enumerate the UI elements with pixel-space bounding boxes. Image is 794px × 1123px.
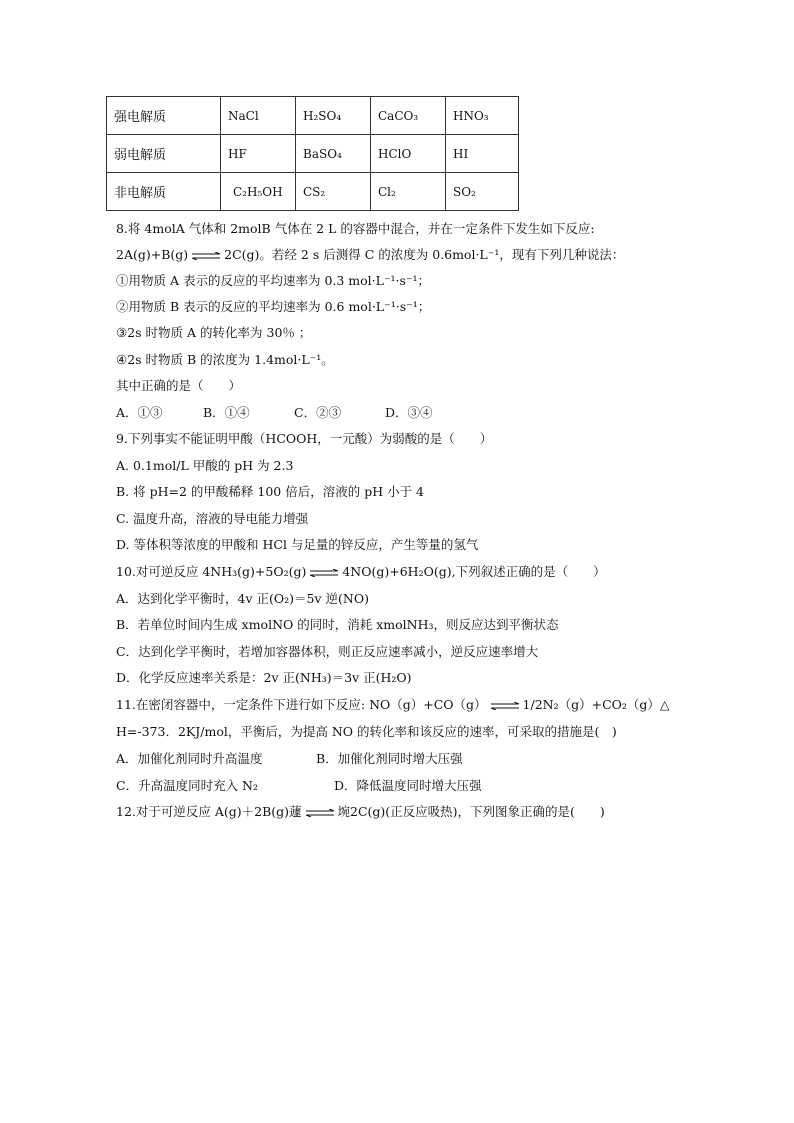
q11-option-b: B．加催化剂同时增大压强 bbox=[316, 751, 463, 766]
q11-options-row-1 bbox=[116, 750, 463, 768]
q11-stem-continued: H=-373．2KJ/mol，平衡后，为提高 NO 的转化率和该反应的速率，可采取的措施是( ) bbox=[116, 724, 617, 739]
table-cell: CS₂ bbox=[296, 173, 371, 211]
table-cell: HF bbox=[221, 135, 296, 173]
table-cell: HClO bbox=[371, 135, 446, 173]
q9-stem: 9.下列事实不能证明甲酸（HCOOH，一元酸）为弱酸的是（ ） bbox=[116, 431, 493, 446]
q8-statement-1: ①用物质 A 表示的反应的平均速率为 0.3 mol·L⁻¹·s⁻¹； bbox=[116, 273, 431, 288]
q9-option-a: A. 0.1mol/L 甲酸的 pH 为 2.3 bbox=[116, 458, 294, 473]
table-cell: 非电解质 bbox=[107, 173, 221, 211]
q10-option-b: B．若单位时间内生成 xmolNO 的同时，消耗 xmolNH₃，则反应达到平衡状态 bbox=[116, 617, 559, 632]
q8-option-b: B．①④ bbox=[203, 405, 250, 420]
q11-stem bbox=[116, 696, 670, 714]
table-cell: BaSO₄ bbox=[296, 135, 371, 173]
q8-stem: 8.将 4molA 气体和 2molB 气体在 2 L 的容器中混合，并在一定条件下发生如下反应: bbox=[116, 221, 595, 236]
equilibrium-arrow-icon bbox=[305, 809, 335, 817]
q8-equation bbox=[116, 246, 624, 264]
q8-options bbox=[116, 404, 433, 422]
equilibrium-arrow-icon bbox=[191, 252, 221, 260]
q9-option-d: D. 等体积等浓度的甲酸和 HCl 与足量的锌反应，产生等量的氢气 bbox=[116, 537, 479, 552]
q12-stem bbox=[116, 803, 605, 821]
electrolyte-table bbox=[106, 96, 519, 211]
q10-stem-left: 10.对可逆反应 4NH₃(g)+5O₂(g) bbox=[116, 564, 307, 579]
q10-option-c: C．达到化学平衡时，若增加容器体积，则正反应速率减小，逆反应速率增大 bbox=[116, 644, 539, 659]
q10-stem bbox=[116, 563, 606, 581]
table-cell: NaCl bbox=[221, 97, 296, 135]
table-cell: C₂H₅OH bbox=[221, 173, 296, 211]
q10-option-d: D．化学反应速率关系是：2v 正(NH₃)＝3v 正(H₂O) bbox=[116, 670, 412, 685]
q12-stem-left: 12.对于可逆反应 A(g)＋2B(g)蘧 bbox=[116, 804, 302, 819]
q11-option-d: D．降低温度同时增大压强 bbox=[334, 778, 482, 793]
q10-stem-right: 4NO(g)+6H₂O(g),下列叙述正确的是（ ） bbox=[342, 564, 606, 579]
table-cell: HNO₃ bbox=[446, 97, 519, 135]
table-cell: H₂SO₄ bbox=[296, 97, 371, 135]
q8-option-a: A．①③ bbox=[116, 405, 163, 420]
q11-option-a: A．加催化剂同时升高温度 bbox=[116, 751, 263, 766]
table-row bbox=[107, 173, 519, 211]
table-cell: CaCO₃ bbox=[371, 97, 446, 135]
q12-stem-right: 埦2C(g)(正反应吸热)，下列图象正确的是( ) bbox=[337, 804, 605, 819]
table-cell: SO₂ bbox=[446, 173, 519, 211]
q11-stem-left: 11.在密闭容器中，一定条件下进行如下反应: NO（g）+CO（g） bbox=[116, 697, 487, 712]
table-cell: 强电解质 bbox=[107, 97, 221, 135]
table-row bbox=[107, 97, 519, 135]
q8-eq-right: 2C(g)。若经 2 s 后测得 C 的浓度为 0.6mol·L⁻¹，现有下列几种说法： bbox=[224, 247, 625, 262]
q11-option-c: C．升高温度同时充入 N₂ bbox=[116, 778, 258, 793]
q11-stem-right: 1/2N₂（g）+CO₂（g）△ bbox=[522, 697, 670, 712]
q8-ask: 其中正确的是（ ） bbox=[116, 378, 242, 393]
q9-option-b: B. 将 pH=2 的甲酸稀释 100 倍后，溶液的 pH 小于 4 bbox=[116, 484, 424, 499]
equilibrium-arrow-icon bbox=[490, 702, 520, 710]
q9-option-c: C. 温度升高，溶液的导电能力增强 bbox=[116, 511, 309, 526]
q8-option-c: C．②③ bbox=[294, 405, 342, 420]
q11-options-row-2 bbox=[116, 777, 482, 795]
equilibrium-arrow-icon bbox=[309, 569, 339, 577]
table-cell: HI bbox=[446, 135, 519, 173]
q8-option-d: D．③④ bbox=[385, 405, 433, 420]
q10-option-a: A．达到化学平衡时，4v 正(O₂)＝5v 逆(NO) bbox=[116, 591, 369, 606]
q8-statement-4: ④2s 时物质 B 的浓度为 1.4mol·L⁻¹。 bbox=[116, 352, 334, 367]
table-cell: 弱电解质 bbox=[107, 135, 221, 173]
q8-statement-3: ③2s 时物质 A 的转化率为 30％ ； bbox=[116, 325, 312, 340]
q8-eq-left: 2A(g)+B(g) bbox=[116, 247, 189, 262]
table-cell: Cl₂ bbox=[371, 173, 446, 211]
q8-statement-2: ②用物质 B 表示的反应的平均速率为 0.6 mol·L⁻¹·s⁻¹； bbox=[116, 299, 431, 314]
table-row bbox=[107, 135, 519, 173]
